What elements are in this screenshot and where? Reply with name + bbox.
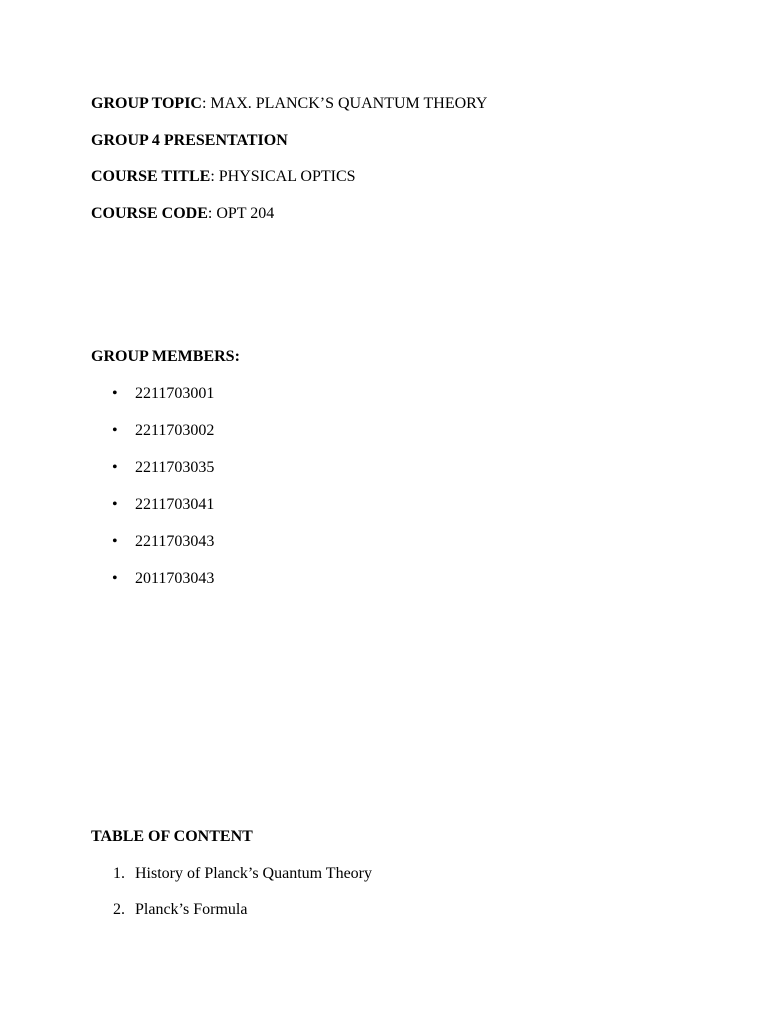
member-id: 2211703043 xyxy=(135,533,215,550)
bullet-icon: • xyxy=(112,496,118,513)
group-topic-label: GROUP TOPIC xyxy=(91,95,202,112)
toc-item xyxy=(108,900,247,920)
member-id: 2211703035 xyxy=(135,459,215,476)
toc-number: 1. xyxy=(113,865,125,882)
member-id: 2211703002 xyxy=(135,422,215,439)
list-item xyxy=(108,569,214,589)
list-item xyxy=(108,532,214,552)
toc-heading: TABLE OF CONTENT xyxy=(91,828,253,845)
members-heading: GROUP MEMBERS: xyxy=(91,348,240,365)
course-code-label: COURSE CODE xyxy=(91,205,208,222)
list-item xyxy=(108,495,214,515)
member-id: 2211703001 xyxy=(135,385,215,402)
list-item xyxy=(108,458,214,478)
bullet-icon: • xyxy=(112,422,118,439)
group-topic-value: : MAX. PLANCK’S QUANTUM THEORY xyxy=(201,95,488,112)
member-id: 2011703043 xyxy=(135,570,215,587)
course-title-value: : PHYSICAL OPTICS xyxy=(210,168,356,185)
toc-heading-line xyxy=(91,827,253,847)
toc-text: Planck’s Formula xyxy=(135,901,248,918)
course-code-value: : OPT 204 xyxy=(207,205,275,222)
list-item xyxy=(108,421,214,441)
presentation-line xyxy=(91,131,288,151)
list-item xyxy=(108,384,214,404)
group-topic-line xyxy=(91,94,487,114)
bullet-icon: • xyxy=(112,533,118,550)
bullet-icon: • xyxy=(112,570,118,587)
member-id: 2211703041 xyxy=(135,496,215,513)
bullet-icon: • xyxy=(112,459,118,476)
members-heading-line xyxy=(91,347,240,367)
presentation-title: GROUP 4 PRESENTATION xyxy=(91,132,288,149)
toc-item xyxy=(108,864,372,884)
course-title-label: COURSE TITLE xyxy=(91,168,211,185)
toc-number: 2. xyxy=(113,901,125,918)
bullet-icon: • xyxy=(112,385,118,402)
toc-text: History of Planck’s Quantum Theory xyxy=(135,865,373,882)
course-code-line xyxy=(91,204,274,224)
course-title-line xyxy=(91,167,356,187)
